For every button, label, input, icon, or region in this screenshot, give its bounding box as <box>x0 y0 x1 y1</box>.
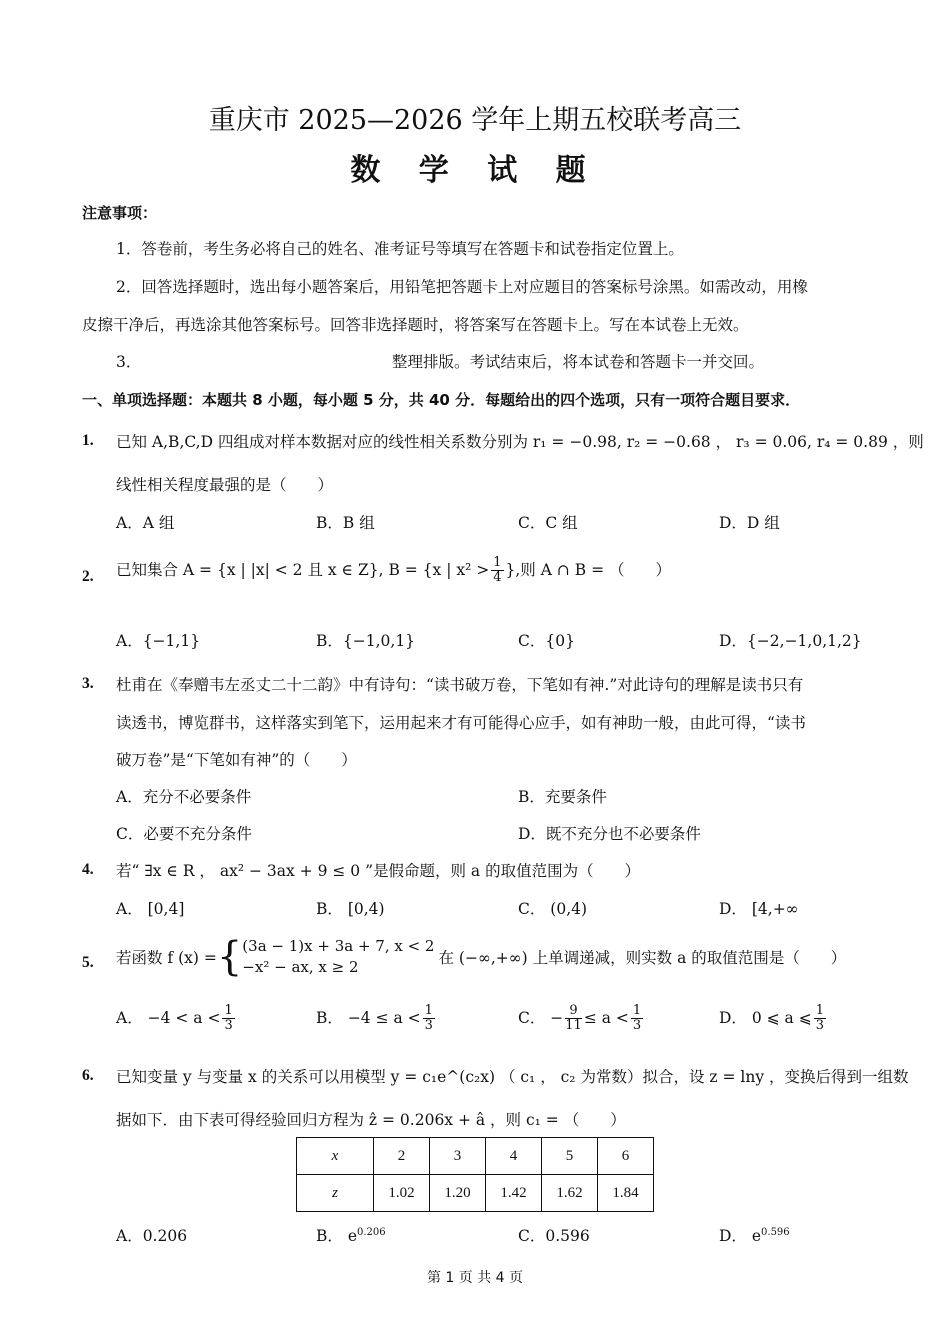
question-5-option-b: B． −4 ≤ a < $\frac{1}{3}$ <box>316 1003 433 1034</box>
question-number: 2. <box>82 568 94 585</box>
table-header-cell: z <box>297 1175 374 1212</box>
left-brace-icon: { <box>216 934 243 980</box>
table-cell: 3 <box>430 1138 486 1175</box>
table-row <box>297 1175 654 1212</box>
notice-item-2a: 2．回答选择题时，选出每小题答案后，用铅笔把答题卡上对应题目的答案标号涂黑。如需改动，用橡 <box>116 278 808 296</box>
data-table <box>296 1137 654 1212</box>
question-5-option-d: D． 0 ⩽ a ⩽ $\frac{1}{3}$ <box>719 1003 824 1034</box>
question-4-option-d: D． [4,+∞ <box>719 900 799 918</box>
page-footer: 第 1 页 共 4 页 <box>426 1270 524 1286</box>
question-3-stem-line-3: 破万卷”是“下笔如有神”的（ ） <box>116 751 357 769</box>
question-6-option-b: B． $e^{0.206}$ <box>316 1226 386 1245</box>
notice-item-2b: 皮擦干净后，再选涂其他答案标号。回答非选择题时，将答案写在答题卡上。写在本试卷上无效。 <box>82 316 749 334</box>
question-5-option-c: C． − $\frac{9}{11}$ ≤ a < $\frac{1}{3}$ <box>518 1003 642 1034</box>
table-cell: 1.42 <box>486 1175 542 1212</box>
question-3-option-d: D．既不充分也不必要条件 <box>518 825 701 843</box>
question-3-option-c: C．必要不充分条件 <box>116 825 252 843</box>
question-number: 6. <box>82 1067 94 1084</box>
question-2-option-a: A．{−1,1} <box>116 632 201 650</box>
exam-subject-title: 数 学 试 题 <box>350 153 600 188</box>
question-number: 3. <box>82 675 94 692</box>
notice-item-1: 1．答卷前，考生务必将自己的姓名、准考证号等填写在答题卡和试卷指定位置上。 <box>116 240 684 258</box>
table-row <box>297 1138 654 1175</box>
question-4-option-b: B． [0,4) <box>316 900 385 918</box>
question-5-stem-a: 若函数 f (x) = <box>116 949 217 967</box>
question-number: 5. <box>82 954 94 971</box>
table-cell: 5 <box>542 1138 598 1175</box>
question-6-stem-line-1: 已知变量 y 与变量 x 的关系可以用模型 y = c₁e^(c₂x) （ c₁ ， c₂ 为常数）拟合，设 z = lny ，变换后得到一组数 <box>116 1068 909 1086</box>
table-cell: 4 <box>486 1138 542 1175</box>
question-4-option-a: A． [0,4] <box>116 900 185 918</box>
notice-item-3-number: 3． <box>116 353 142 371</box>
notice-heading: 注意事项： <box>82 204 158 222</box>
question-5-stem <box>116 936 846 978</box>
section-heading: 一、单项选择题：本题共 8 小题，每小题 5 分，共 40 分．每题给出的四个选项，只有一项符合题目要求． <box>82 391 801 409</box>
question-2-option-b: B．{−1,0,1} <box>316 632 416 650</box>
question-6-stem-line-2: 据如下．由下表可得经验回归方程为 ẑ = 0.206x + â ，则 c₁ = （ ） <box>116 1111 626 1129</box>
question-6-option-a: A．0.206 <box>116 1227 188 1245</box>
table-cell: 6 <box>598 1138 654 1175</box>
question-3-stem-line-2: 读透书，博览群书，这样落实到笔下，运用起来才有可能得心应手，如有神助一般，由此可得，“读书 <box>116 714 806 732</box>
question-1-option-b: B．B 组 <box>316 514 375 532</box>
question-1-option-c: C．C 组 <box>518 514 578 532</box>
question-3-option-a: A．充分不必要条件 <box>116 788 252 806</box>
notice-item-3-text: 整理排版。考试结束后，将本试卷和答题卡一并交回。 <box>392 353 765 371</box>
table-cell: 1.02 <box>374 1175 430 1212</box>
question-1-option-a: A．A 组 <box>116 514 175 532</box>
exam-title: 重庆市 2025—2026 学年上期五校联考高三 <box>208 105 742 136</box>
question-6-option-c: C．0.596 <box>518 1227 590 1245</box>
question-2-option-c: C．{0} <box>518 632 575 650</box>
piecewise-cases <box>242 936 434 978</box>
question-number: 1. <box>82 432 94 449</box>
question-1-stem-cont: 线性相关程度最强的是（ ） <box>116 476 334 494</box>
piecewise-case-2: −x² − ax, x ≥ 2 <box>242 958 359 976</box>
question-5-stem-b: 在 (−∞,+∞) 上单调递减，则实数 a 的取值范围是（ ） <box>438 949 847 967</box>
question-2-stem-a: 已知集合 A = {x | |x| < 2 且 x ∈ Z}, B = {x | x² > <box>116 560 490 579</box>
piecewise-case-1: (3a − 1)x + 3a + 7, x < 2 <box>242 937 435 955</box>
question-3-option-b: B．充要条件 <box>518 788 607 806</box>
table-cell: 2 <box>374 1138 430 1175</box>
question-4-option-c: C． (0,4) <box>518 900 588 918</box>
question-number: 4. <box>82 861 94 878</box>
table-header-cell: x <box>297 1138 374 1175</box>
table-cell: 1.62 <box>542 1175 598 1212</box>
table-cell: 1.20 <box>430 1175 486 1212</box>
question-2-stem-b: },则 A ∩ B = （ ） <box>505 560 671 579</box>
question-1-stem: 已知 A,B,C,D 四组成对样本数据对应的线性相关系数分别为 r₁ = −0.98, r₂ = −0.68 ， r₃ = 0.06, r₄ = 0.89 ，则 <box>116 433 924 451</box>
question-4-stem: 若“ ∃x ∈ R ， ax² − 3ax + 9 ≤ 0 ”是假命题，则 a 的取值范围为（ ） <box>116 862 641 880</box>
fraction: $\frac{1}{4}$ <box>493 555 502 586</box>
question-2-option-d: D．{−2,−1,0,1,2} <box>719 632 862 650</box>
question-3-stem-line-1: 杜甫在《奉赠韦左丞丈二十二韵》中有诗句：“读书破万卷，下笔如有神.”对此诗句的理解是读书只有 <box>116 676 804 694</box>
question-6-option-d: D． $e^{0.596}$ <box>719 1226 790 1245</box>
question-2-stem <box>116 556 671 586</box>
table-cell: 1.84 <box>598 1175 654 1212</box>
question-5-option-a: A． −4 < a < $\frac{1}{3}$ <box>116 1003 233 1034</box>
question-1-option-d: D．D 组 <box>719 514 780 532</box>
